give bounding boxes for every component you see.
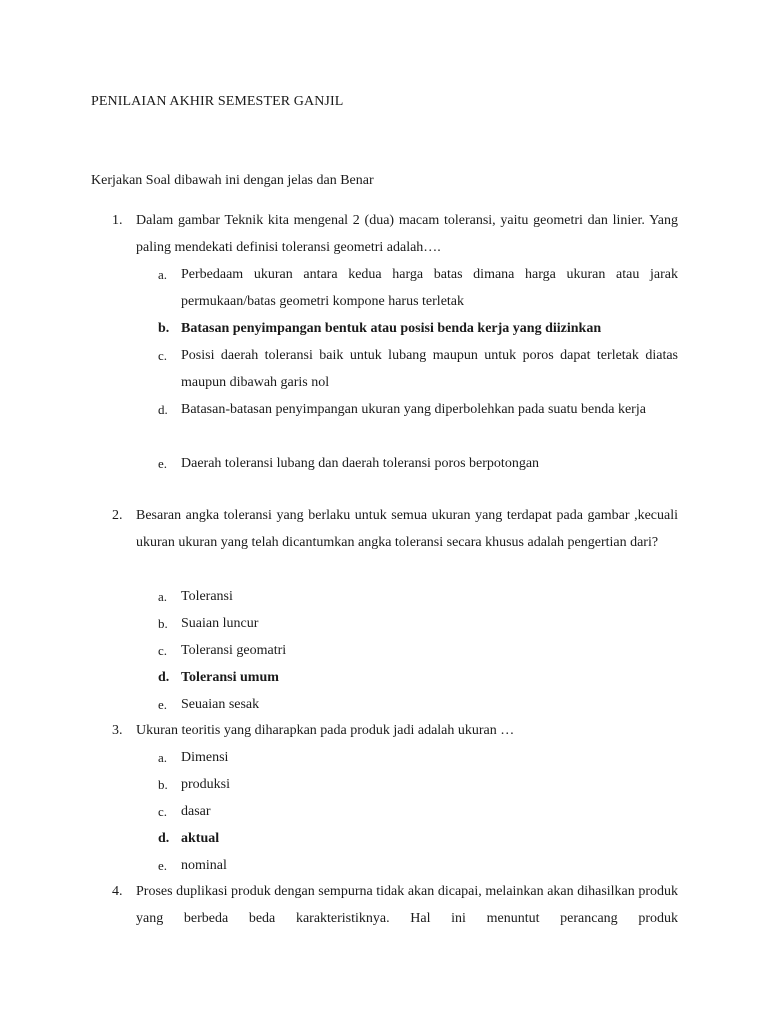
- option-text: Suaian luncur: [181, 616, 259, 631]
- option-text: aktual: [181, 831, 220, 846]
- option-text: Daerah toleransi lubang dan daerah toleransi poros berpotongan: [181, 456, 540, 471]
- option-text: produksi: [181, 777, 230, 792]
- question-number: 3.: [112, 723, 123, 738]
- option-letter: a.: [158, 589, 168, 604]
- question-text: Besaran angka toleransi yang berlaku untuk semua ukuran yang terdapat pada gambar ,kecuali ukuran ukuran yang telah dicantumkan angka toleransi secara khusus adalah pengertian dari?: [136, 508, 678, 550]
- question-text: Proses duplikasi produk dengan sempurna tidak akan dicapai, melainkan akan dihasilkan produk yang berbeda beda karakteristiknya. Hal ini menuntut perancang produk: [136, 884, 678, 926]
- option-text: Dimensi: [181, 750, 229, 765]
- option-letter: a.: [158, 750, 168, 765]
- option-letter: c.: [158, 643, 168, 658]
- option-letter: e.: [158, 456, 168, 471]
- question-text: Ukuran teoritis yang diharapkan pada produk jadi adalah ukuran …: [136, 723, 515, 738]
- option-text: Perbedaam ukuran antara kedua harga batas dimana harga ukuran atau jarak permukaan/batas geometri kompone harus terletak: [181, 267, 678, 309]
- option-letter: a.: [158, 267, 168, 282]
- option-text: dasar: [181, 804, 211, 819]
- option-text: Toleransi: [181, 589, 233, 604]
- option-text: Seuaian sesak: [181, 697, 260, 712]
- instructions: Kerjakan Soal dibawah ini dengan jelas dan Benar: [91, 173, 374, 188]
- document-title: PENILAIAN AKHIR SEMESTER GANJIL: [91, 94, 344, 109]
- option-letter: b.: [158, 321, 170, 336]
- option-letter: e.: [158, 858, 168, 873]
- option-text: Batasan penyimpangan bentuk atau posisi benda kerja yang diizinkan: [181, 321, 602, 336]
- option-letter: c.: [158, 348, 168, 363]
- question-text: Dalam gambar Teknik kita mengenal 2 (dua) macam toleransi, yaitu geometri dan linier. Yang paling mendekati definisi toleransi geometri adalah….: [136, 213, 678, 255]
- question-number: 2.: [112, 508, 123, 523]
- option-text: Batasan-batasan penyimpangan ukuran yang diperbolehkan pada suatu benda kerja: [181, 402, 646, 417]
- option-letter: d.: [158, 670, 170, 685]
- option-text: nominal: [181, 858, 227, 873]
- question-number: 1.: [112, 213, 123, 228]
- option-letter: e.: [158, 697, 168, 712]
- option-letter: d.: [158, 402, 168, 417]
- option-text: Toleransi geomatri: [181, 643, 287, 658]
- option-letter: d.: [158, 831, 170, 846]
- option-letter: c.: [158, 804, 168, 819]
- option-letter: b.: [158, 777, 168, 792]
- option-text: Toleransi umum: [181, 670, 279, 685]
- option-text: Posisi daerah toleransi baik untuk lubang maupun untuk poros dapat terletak diatas maupun dibawah garis nol: [181, 348, 678, 390]
- question-number: 4.: [112, 884, 123, 899]
- option-letter: b.: [158, 616, 168, 631]
